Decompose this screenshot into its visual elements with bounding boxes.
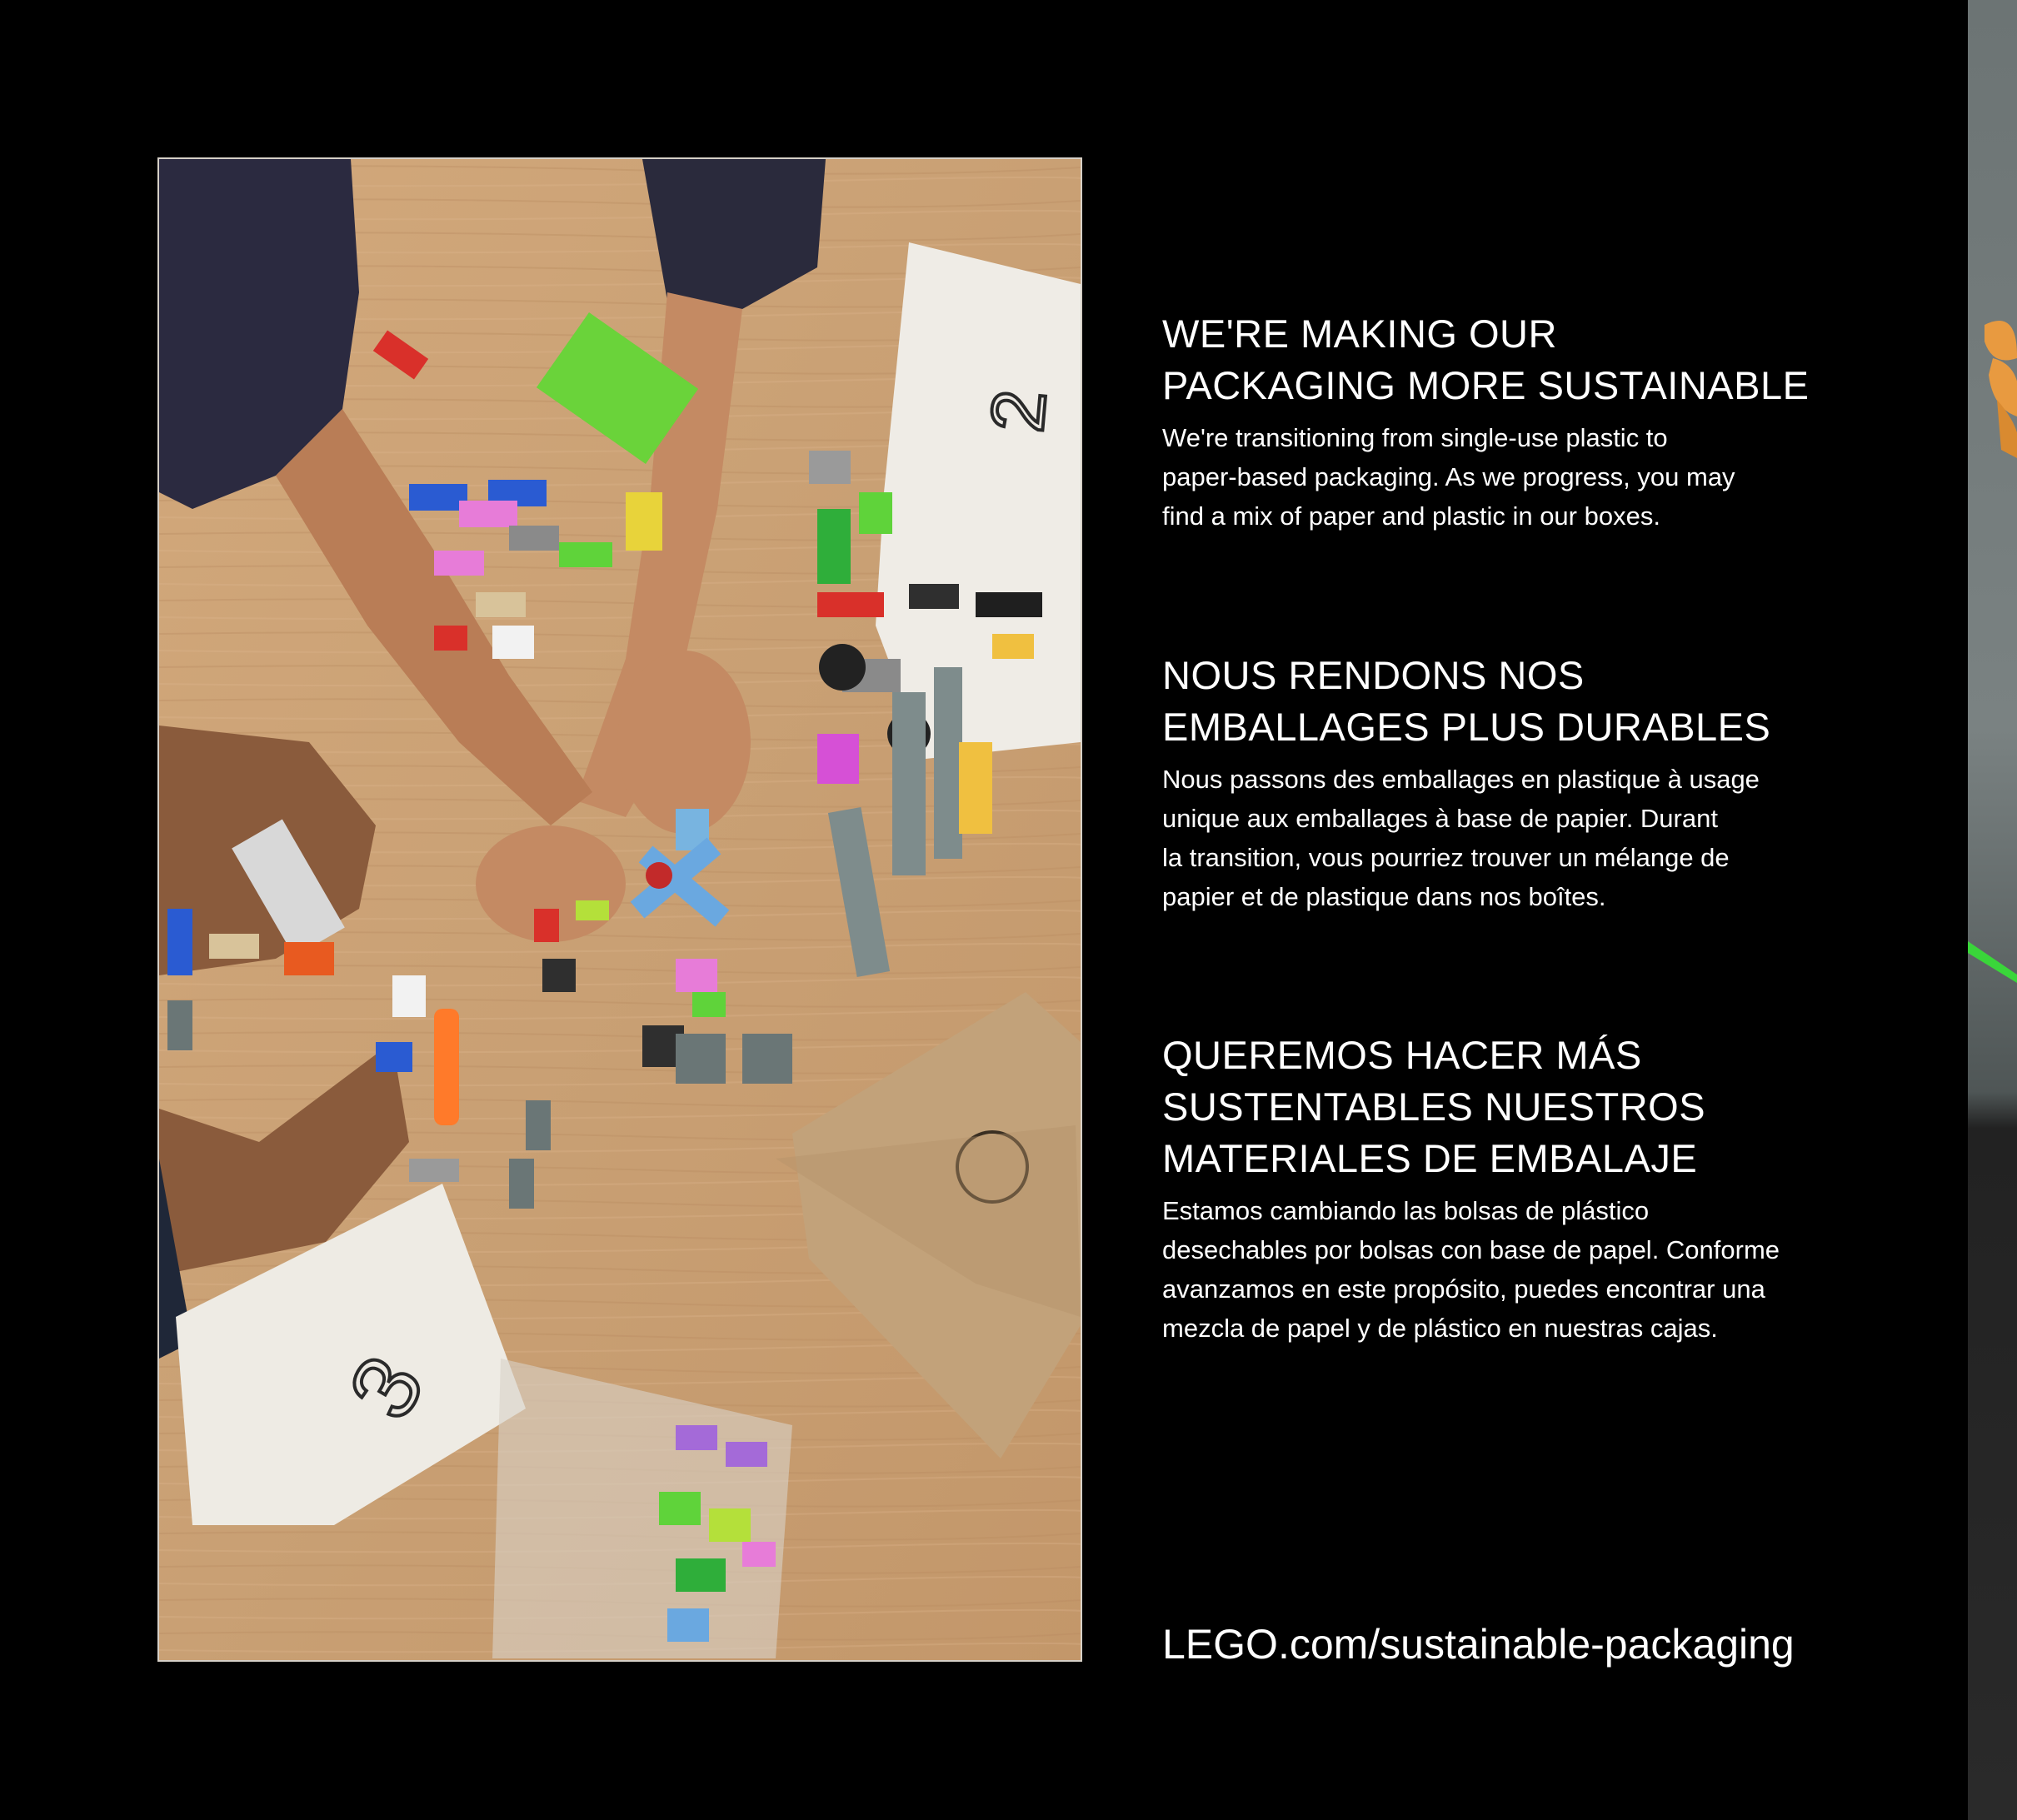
flower-graphic-icon — [1968, 308, 2017, 458]
adjacent-page-edge — [1968, 0, 2017, 1820]
section-french — [1162, 650, 1912, 916]
body-french: Nous passons des emballages en plastique à usage unique aux emballages à base de papier. Durant la transition, vous pourriez trouver un mélange de papier et de plastique dans nos boîtes. — [1162, 765, 1760, 911]
sustainable-packaging-url: LEGO.com/sustainable-packaging — [1162, 1621, 1795, 1668]
heading-french: NOUS RENDONS NOS EMBALLAGES PLUS DURABLES — [1162, 653, 1771, 749]
photo-hands-building-bricks — [157, 157, 1082, 1662]
bag-number-2: 2 — [976, 386, 1063, 436]
section-spanish — [1162, 1030, 1912, 1348]
heading-spanish: QUEREMOS HACER MÁS SUSTENTABLES NUESTROS MATERIALES DE EMBALAJE — [1162, 1033, 1706, 1180]
section-english — [1162, 308, 1912, 536]
heading-english: WE'RE MAKING OUR PACKAGING MORE SUSTAINABLE — [1162, 312, 1810, 407]
bag-number-3: 3 — [329, 1339, 444, 1435]
body-english: We're transitioning from single-use plastic to paper-based packaging. As we progress, you may find a mix of paper and plastic in our boxes. — [1162, 423, 1735, 531]
body-spanish: Estamos cambiando las bolsas de plástico desechables por bolsas con base de papel. Conforme avanzamos en este propósito, puedes encontrar una mezcla de papel y de plástico en nuestras cajas. — [1162, 1196, 1780, 1343]
green-stripe-icon — [1968, 941, 2017, 991]
